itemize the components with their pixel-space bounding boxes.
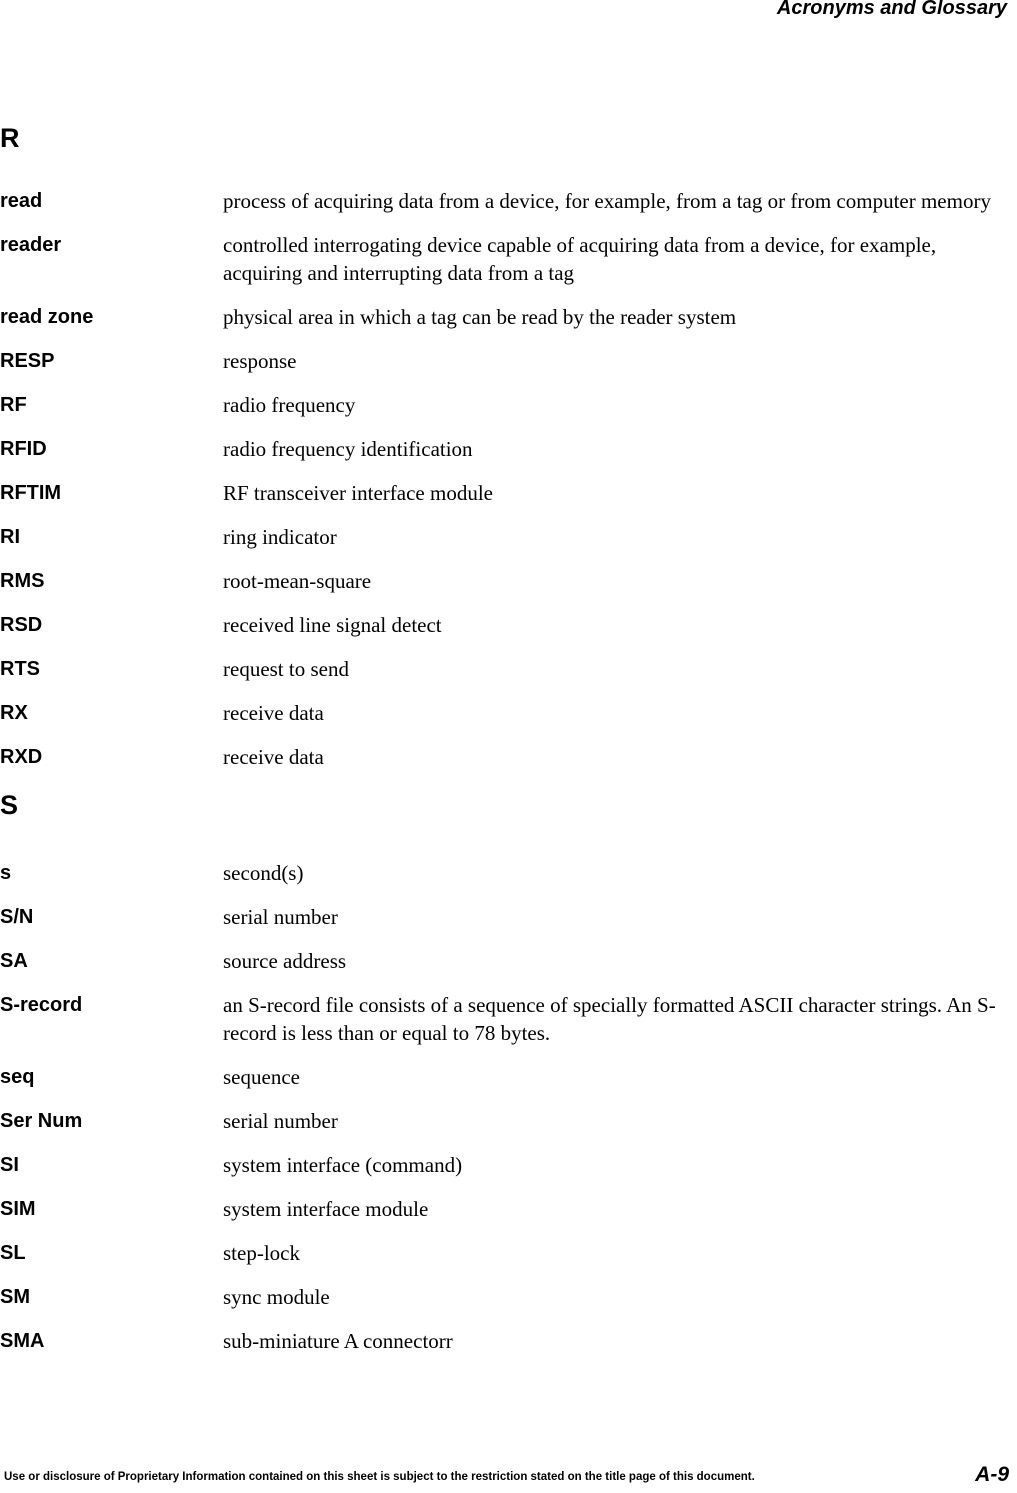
glossary-term: reader [0, 234, 62, 256]
glossary-term: RFID [0, 438, 47, 460]
glossary-definition: controlled interrogating device capable of acquiring data from a device, for example, acquiring and interrupting data from a tag [223, 233, 937, 285]
glossary-entry [0, 523, 1017, 551]
glossary-entry [0, 1283, 1017, 1311]
glossary-definition: serial number [223, 905, 338, 929]
glossary-definition: an S-record file consists of a sequence of specially formatted ASCII character strings. An S-record is less than or equal to 78 bytes. [223, 993, 996, 1045]
glossary-definition: receive data [223, 745, 324, 769]
glossary-definition: root-mean-square [223, 569, 372, 593]
glossary-entry [0, 1063, 1017, 1091]
section-s-entries [0, 859, 1017, 1355]
page-number: A-9 [975, 1463, 1009, 1486]
glossary-term: RF [0, 394, 27, 416]
glossary-entry [0, 303, 1017, 331]
section-r-entries [0, 187, 1017, 771]
glossary-definition: request to send [223, 657, 349, 681]
glossary-term: RSD [0, 614, 43, 636]
footer-notice: Use or disclosure of Proprietary Information contained on this sheet is subject to the restriction stated on the title page of this document. [4, 1471, 755, 1483]
glossary [0, 120, 1017, 1371]
glossary-entry [0, 611, 1017, 639]
glossary-definition: radio frequency identification [223, 437, 473, 461]
glossary-entry [0, 435, 1017, 463]
glossary-term: SA [0, 950, 28, 972]
glossary-definition: received line signal detect [223, 613, 442, 637]
glossary-term: seq [0, 1066, 35, 1088]
glossary-definition: step-lock [223, 1241, 300, 1265]
glossary-entry [0, 655, 1017, 683]
glossary-term: SIM [0, 1198, 36, 1220]
glossary-term: read zone [0, 306, 94, 328]
glossary-term: read [0, 190, 43, 212]
glossary-term: S/N [0, 906, 34, 928]
glossary-term: RTS [0, 658, 40, 680]
glossary-entry [0, 479, 1017, 507]
glossary-entry [0, 567, 1017, 595]
glossary-definition: sync module [223, 1285, 330, 1309]
glossary-term: SL [0, 1242, 26, 1264]
glossary-term: RI [0, 526, 20, 548]
glossary-definition: sub-miniature A connectorr [223, 1329, 453, 1353]
glossary-entry [0, 1151, 1017, 1179]
glossary-definition: receive data [223, 701, 324, 725]
glossary-definition: second(s) [223, 861, 304, 885]
glossary-definition: serial number [223, 1109, 338, 1133]
glossary-entry [0, 1239, 1017, 1267]
glossary-entry [0, 347, 1017, 375]
glossary-term: RESP [0, 350, 55, 372]
glossary-entry [0, 699, 1017, 727]
glossary-term: RFTIM [0, 482, 62, 504]
glossary-entry [0, 1107, 1017, 1135]
section-heading-s: S [0, 790, 19, 820]
glossary-term: S-record [0, 994, 83, 1016]
glossary-entry [0, 1195, 1017, 1223]
glossary-definition: sequence [223, 1065, 300, 1089]
glossary-entry [0, 903, 1017, 931]
glossary-entry [0, 187, 1017, 215]
section-heading-r: R [0, 123, 20, 153]
glossary-entry [0, 743, 1017, 771]
glossary-definition: source address [223, 949, 347, 973]
glossary-term: Ser Num [0, 1110, 83, 1132]
glossary-entry [0, 231, 1017, 287]
glossary-definition: system interface module [223, 1197, 429, 1221]
glossary-definition: process of acquiring data from a device, for example, from a tag or from computer memory [223, 189, 991, 213]
glossary-term: RX [0, 702, 28, 724]
glossary-definition: response [223, 349, 297, 373]
glossary-entry [0, 859, 1017, 887]
glossary-definition: ring indicator [223, 525, 337, 549]
glossary-entry [0, 391, 1017, 419]
glossary-term: RMS [0, 570, 45, 592]
running-header: Acronyms and Glossary [776, 0, 1007, 19]
glossary-term: s [0, 862, 12, 884]
glossary-definition: radio frequency [223, 393, 356, 417]
glossary-entry [0, 1327, 1017, 1355]
glossary-entry [0, 991, 1017, 1047]
glossary-term: SMA [0, 1330, 45, 1352]
glossary-definition: RF transceiver interface module [223, 481, 493, 505]
glossary-definition: system interface (command) [223, 1153, 463, 1177]
glossary-entry [0, 947, 1017, 975]
glossary-term: SM [0, 1286, 30, 1308]
glossary-term: SI [0, 1154, 19, 1176]
glossary-term: RXD [0, 746, 43, 768]
glossary-definition: physical area in which a tag can be read by the reader system [223, 305, 737, 329]
